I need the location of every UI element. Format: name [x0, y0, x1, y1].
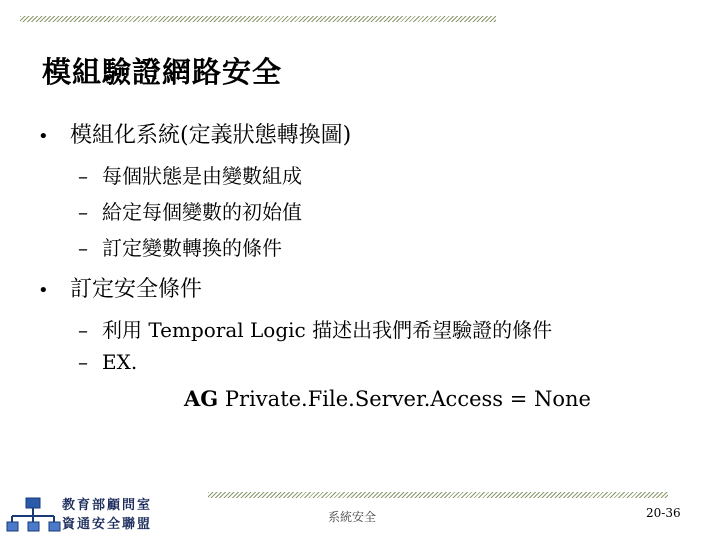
bullet-1-sub-2-text: 給定每個變數的初始值 — [102, 200, 302, 224]
logo-text — [62, 496, 152, 534]
bullet-marker: • — [38, 126, 49, 147]
bullet-1-sub-1 — [78, 160, 302, 189]
top-hatch-rule — [20, 16, 496, 22]
sub-marker: – — [78, 350, 88, 374]
slide-title: 模組驗證網路安全 — [42, 55, 283, 89]
formula-operator: AG — [184, 386, 219, 411]
bullet-marker: • — [38, 280, 49, 301]
sub-marker: – — [78, 164, 88, 188]
bullet-2-text: 訂定安全條件 — [70, 277, 203, 302]
bullet-2 — [38, 272, 202, 303]
sub-marker: – — [78, 236, 88, 260]
footer-course-name: 系統安全 — [328, 510, 377, 524]
bullet-1-sub-3-text: 訂定變數轉換的條件 — [102, 236, 282, 260]
bullet-2-sub-2 — [78, 350, 137, 374]
ctl-formula — [184, 386, 591, 411]
bullet-2-sub-1 — [78, 314, 552, 343]
logo-line-2: 資通安全聯盟 — [62, 517, 153, 532]
bullet-1-sub-2 — [78, 196, 302, 225]
page-number: 20-36 — [646, 506, 681, 520]
sub-marker: – — [78, 200, 88, 224]
sub-marker: – — [78, 318, 88, 342]
bullet-1-sub-1-text: 每個狀態是由變數組成 — [102, 164, 302, 188]
bullet-1-text: 模組化系統(定義狀態轉換圖) — [70, 123, 352, 148]
org-logo — [6, 496, 166, 536]
bullet-1 — [38, 118, 351, 149]
bullet-1-sub-3 — [78, 232, 282, 261]
bottom-hatch-rule — [208, 492, 668, 498]
logo-line-1: 教育部顧問室 — [62, 498, 153, 513]
bullet-2-sub-2-text: EX. — [102, 350, 138, 374]
bullet-2-sub-1-text: 利用 Temporal Logic 描述出我們希望驗證的條件 — [102, 318, 553, 342]
network-icon — [6, 496, 62, 536]
formula-expression: Private.File.Server.Access = None — [224, 387, 591, 411]
